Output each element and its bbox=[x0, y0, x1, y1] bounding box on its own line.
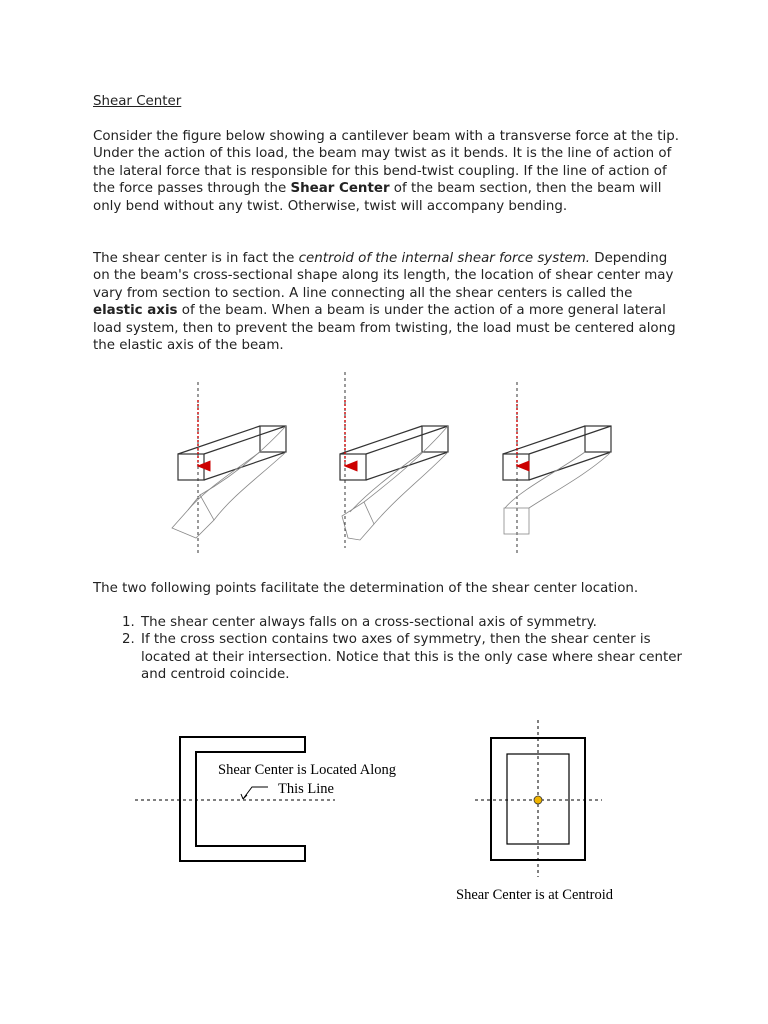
paragraph-intro bbox=[93, 128, 683, 215]
def-text-c: of the beam. When a beam is under the action of a more general lateral load system, then to prevent the beam from twisting, the load must be centered along the elastic axis of the beam. bbox=[93, 303, 676, 354]
intro-bold-term: Shear Center bbox=[290, 181, 390, 197]
paragraph-points-intro: The two following points facilitate the determination of the shear center location. bbox=[93, 581, 639, 596]
box-label: Shear Center is at Centroid bbox=[456, 887, 614, 903]
channel-label-line2: This Line bbox=[278, 781, 334, 797]
beam-1 bbox=[172, 382, 286, 556]
page-title: Shear Center bbox=[93, 94, 182, 109]
def-bold-term: elastic axis bbox=[93, 303, 178, 319]
intro-text-b: of the beam section, then the beam will only bend without any twist. Otherwise, twist will accompany bending. bbox=[93, 181, 662, 214]
section-figure bbox=[0, 715, 768, 925]
shear-center-dot bbox=[534, 796, 542, 804]
def-text-a: The shear center is in fact the bbox=[93, 251, 299, 266]
def-italic-term: centroid of the internal shear force system. bbox=[298, 251, 590, 266]
list-item: 2. If the cross section contains two axes of symmetry, then the shear center is located at their intersection. Notice that this is the only case where shear center and centroid coincide. bbox=[139, 631, 699, 683]
channel-section bbox=[135, 737, 335, 861]
def-text-b: Depending on the beam's cross-sectional shape along its length, the location of shear center may vary from section to section. A line connecting all the shear centers is called the bbox=[93, 251, 674, 301]
list-item: 1. The shear center always falls on a cross-sectional axis of symmetry. bbox=[139, 614, 699, 631]
channel-label-line1: Shear Center is Located Along bbox=[218, 762, 396, 778]
beam-figure bbox=[0, 370, 768, 570]
points-list bbox=[93, 614, 699, 684]
intro-text-a: Consider the figure below showing a cantilever beam with a transverse force at the tip. Under the action of this load, the beam may twist as it bends. It is the line of action of the lateral force that is responsible for this bend-twist coupling. If the line of action of the force passes through the bbox=[93, 129, 679, 197]
beam-2 bbox=[340, 372, 448, 548]
paragraph-definition bbox=[93, 250, 683, 354]
beam-3 bbox=[503, 382, 611, 556]
